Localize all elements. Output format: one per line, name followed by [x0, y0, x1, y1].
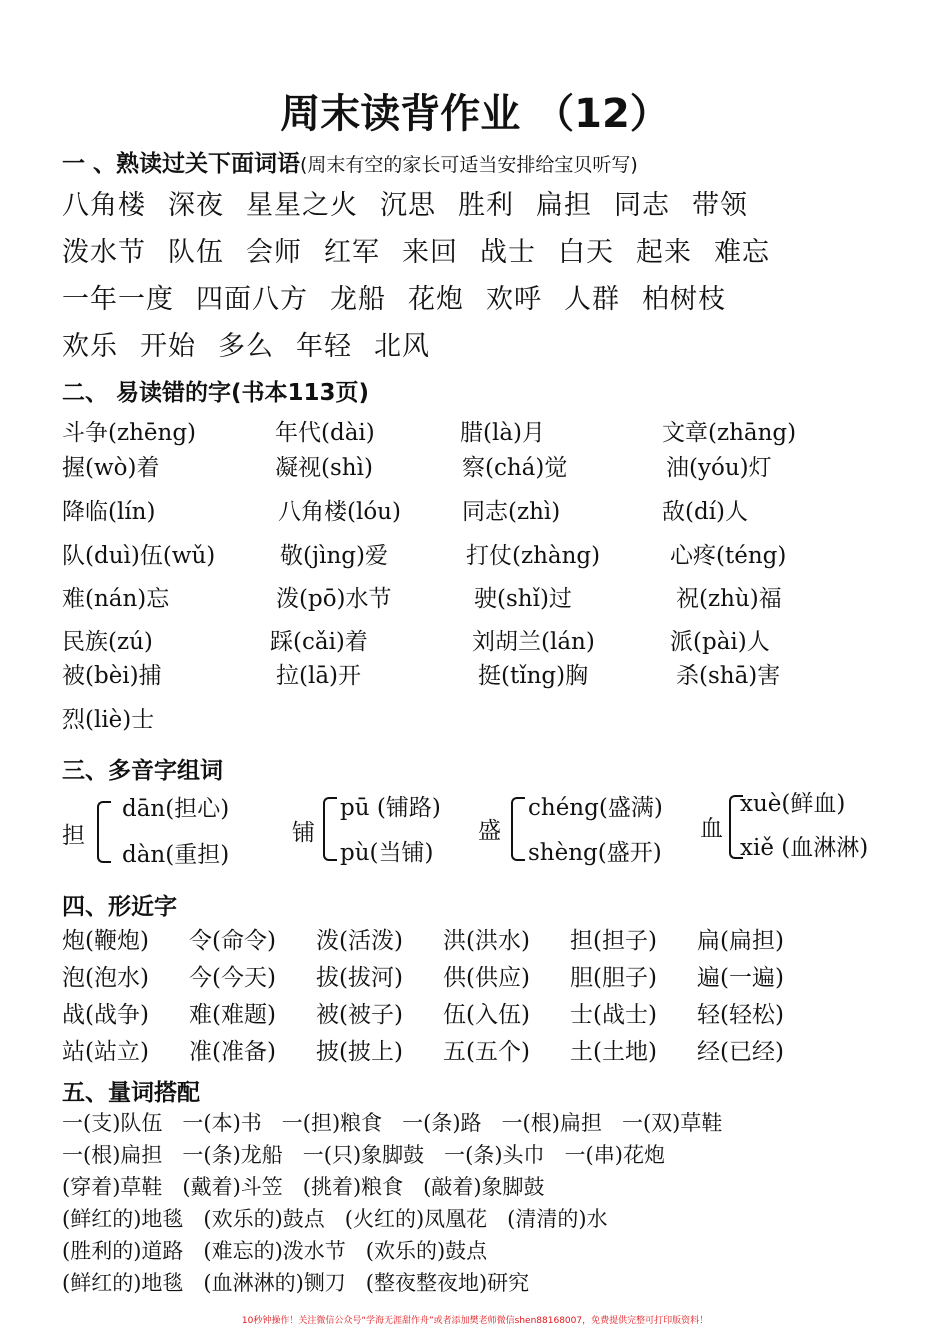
word-row-2: [62, 230, 792, 269]
word: 来回: [402, 237, 458, 268]
word-row-1: [62, 183, 770, 222]
word: 四面八方: [196, 284, 308, 315]
similar-char: 供(供应): [443, 965, 530, 991]
pinyin-item: 斗争(zhēng): [62, 420, 197, 446]
section4-heading: 四、形近字: [62, 894, 177, 920]
similar-char: 难(难题): [189, 1002, 276, 1028]
measure-phrase: 一(担)粮食: [281, 1111, 383, 1135]
pinyin-item: 泼(pō)水节: [276, 586, 392, 612]
pinyin-item: 八角楼(lóu): [278, 499, 401, 525]
pinyin-item: 敬(jìng)爱: [280, 543, 388, 569]
similar-char: 泡(泡水): [62, 965, 149, 991]
word: 沉思: [380, 190, 436, 221]
section1-title: 一 、熟读过关下面词语: [62, 151, 301, 177]
word: 深夜: [168, 190, 224, 221]
measure-phrase: 一(根)扁担: [62, 1143, 163, 1167]
measure-row-5: [62, 1235, 507, 1265]
similar-char: 担(担子): [570, 928, 657, 954]
word: 同志: [614, 190, 670, 221]
similar-char: 令(命令): [189, 928, 276, 954]
word: 柏树枝: [642, 284, 726, 315]
polyphone-reading: pū (铺路): [340, 795, 441, 821]
measure-phrase: (血淋淋的)铡刀: [203, 1271, 346, 1295]
measure-phrase: (戴着)斗笠: [182, 1175, 283, 1199]
word: 会师: [246, 237, 302, 268]
measure-row-2: [62, 1139, 685, 1169]
measure-phrase: 一(串)花炮: [564, 1143, 665, 1167]
word-row-4: [62, 324, 452, 363]
pinyin-item: 年代(dài): [275, 420, 375, 446]
similar-char: 拔(拔河): [316, 965, 403, 991]
brace-icon: [323, 797, 337, 861]
measure-phrase: 一(支)队伍: [62, 1111, 163, 1135]
measure-phrase: (难忘的)泼水节: [203, 1239, 346, 1263]
pinyin-item: 敌(dí)人: [662, 499, 749, 525]
similar-char: 经(已经): [697, 1039, 784, 1065]
word: 起来: [636, 237, 692, 268]
word: 扁担: [536, 190, 592, 221]
pinyin-item: 杀(shā)害: [676, 663, 781, 689]
measure-phrase: 一(根)扁担: [501, 1111, 602, 1135]
similar-char: 扁(扁担): [697, 928, 784, 954]
pinyin-item: 文章(zhāng): [662, 420, 797, 446]
similar-char: 遍(一遍): [697, 965, 784, 991]
pinyin-item: 烈(liè)士: [62, 707, 155, 733]
pinyin-item: 拉(lā)开: [276, 663, 362, 689]
similar-char: 战(战争): [62, 1002, 149, 1028]
pinyin-item: 腊(là)月: [460, 420, 546, 446]
pinyin-item: 踩(cǎi)着: [270, 629, 368, 655]
word: 红军: [324, 237, 380, 268]
polyphone-char: 盛: [478, 818, 501, 844]
similar-char: 披(披上): [316, 1039, 403, 1065]
section5-heading: 五、量词搭配: [62, 1080, 200, 1106]
similar-char: 今(今天): [189, 965, 276, 991]
word: 胜利: [458, 190, 514, 221]
word: 花炮: [408, 284, 464, 315]
polyphone-char: 担: [62, 823, 85, 849]
measure-phrase: (鲜红的)地毯: [62, 1271, 184, 1295]
similar-char: 被(被子): [316, 1002, 403, 1028]
word: 星星之火: [246, 190, 358, 221]
measure-row-4: [62, 1203, 628, 1233]
word: 战士: [480, 237, 536, 268]
pinyin-item: 派(pài)人: [670, 629, 770, 655]
pinyin-item: 凝视(shì): [275, 455, 373, 481]
word: 白天: [558, 237, 614, 268]
similar-char-row-1: [62, 922, 824, 955]
similar-char-row-4: [62, 1033, 824, 1066]
word: 欢乐: [62, 331, 118, 362]
pinyin-item: 挺(tǐng)胸: [478, 663, 589, 689]
measure-phrase: 一(本)书: [182, 1111, 262, 1135]
pinyin-item: 降临(lín): [62, 499, 156, 525]
similar-char: 伍(入伍): [443, 1002, 530, 1028]
similar-char: 士(战士): [570, 1002, 657, 1028]
similar-char-row-3: [62, 996, 824, 1029]
measure-row-1: [62, 1107, 742, 1137]
section3-heading: 三、多音字组词: [62, 758, 223, 784]
word: 开始: [140, 331, 196, 362]
word: 多么: [218, 331, 274, 362]
similar-char: 站(站立): [62, 1039, 149, 1065]
pinyin-item: 察(chá)觉: [462, 455, 568, 481]
word: 北风: [374, 331, 430, 362]
similar-char: 轻(轻松): [697, 1002, 784, 1028]
similar-char: 炮(鞭炮): [62, 928, 149, 954]
similar-char: 准(准备): [189, 1039, 276, 1065]
measure-phrase: 一(条)头巾: [444, 1143, 545, 1167]
measure-row-6: [62, 1267, 549, 1297]
measure-phrase: (敲着)象脚鼓: [423, 1175, 545, 1199]
word: 难忘: [714, 237, 770, 268]
brace-icon: [97, 801, 111, 863]
measure-phrase: (整夜整夜地)研究: [365, 1271, 530, 1295]
word: 人群: [564, 284, 620, 315]
similar-char: 土(土地): [570, 1039, 657, 1065]
polyphone-char: 血: [700, 816, 723, 842]
word: 欢呼: [486, 284, 542, 315]
measure-phrase: 一(条)路: [402, 1111, 482, 1135]
measure-phrase: 一(只)象脚鼓: [302, 1143, 425, 1167]
pinyin-item: 刘胡兰(lán): [472, 629, 595, 655]
polyphone-char: 铺: [292, 820, 315, 846]
word: 泼水节: [62, 237, 146, 268]
word: 队伍: [168, 237, 224, 268]
polyphone-reading: xiě (血淋淋): [740, 835, 869, 861]
pinyin-item: 油(yóu)灯: [666, 455, 772, 481]
pinyin-item: 驶(shǐ)过: [474, 586, 572, 612]
measure-phrase: (欢乐的)鼓点: [365, 1239, 488, 1263]
pinyin-item: 心疼(téng): [670, 543, 787, 569]
word-row-3: [62, 277, 748, 316]
pinyin-item: 难(nán)忘: [62, 586, 170, 612]
pinyin-item: 民族(zú): [62, 629, 153, 655]
pinyin-item: 祝(zhù)福: [676, 586, 782, 612]
polyphone-reading: dàn(重担): [122, 842, 230, 868]
pinyin-item: 队(duì)伍(wǔ): [62, 543, 216, 569]
page-title: 周末读背作业 （12）: [280, 91, 670, 137]
similar-char-row-2: [62, 959, 824, 992]
polyphone-reading: shèng(盛开): [528, 840, 662, 866]
word: 龙船: [330, 284, 386, 315]
measure-phrase: (火红的)凤凰花: [344, 1207, 488, 1231]
measure-phrase: (穿着)草鞋: [62, 1175, 163, 1199]
polyphone-reading: xuè(鲜血): [740, 791, 846, 817]
polyphone-reading: dān(担心): [122, 796, 230, 822]
word: 带领: [692, 190, 748, 221]
word: 八角楼: [62, 190, 146, 221]
pinyin-item: 握(wò)着: [62, 455, 160, 481]
section1-note: (周末有空的家长可适当安排给宝贝听写): [300, 154, 638, 176]
word: 一年一度: [62, 284, 174, 315]
measure-phrase: (挑着)粮食: [302, 1175, 404, 1199]
similar-char: 泼(活泼): [316, 928, 403, 954]
measure-phrase: (清清的)水: [507, 1207, 608, 1231]
section1-heading: [62, 145, 638, 178]
measure-phrase: 一(条)龙船: [182, 1143, 283, 1167]
measure-phrase: 一(双)草鞋: [621, 1111, 723, 1135]
similar-char: 五(五个): [443, 1039, 530, 1065]
measure-row-3: [62, 1171, 565, 1201]
section2-heading: 二、 易读错的字(书本113页): [62, 380, 370, 406]
measure-phrase: (鲜红的)地毯: [62, 1207, 184, 1231]
word: 年轻: [296, 331, 352, 362]
similar-char: 胆(胆子): [570, 965, 657, 991]
measure-phrase: (胜利的)道路: [62, 1239, 184, 1263]
polyphone-reading: chéng(盛满): [528, 795, 663, 821]
measure-phrase: (欢乐的)鼓点: [203, 1207, 325, 1231]
pinyin-item: 被(bèi)捕: [62, 663, 162, 689]
similar-char: 洪(洪水): [443, 928, 530, 954]
polyphone-reading: pù(当铺): [340, 840, 434, 866]
footer-notice: 10秒钟操作！关注微信公众号“学海无涯甜作舟”或者添加樊老师微信shen88168007，免费提供完整可打印版资料！: [241, 1316, 709, 1326]
pinyin-item: 同志(zhì): [462, 499, 561, 525]
pinyin-item: 打仗(zhàng): [466, 543, 601, 569]
brace-icon: [511, 797, 525, 861]
